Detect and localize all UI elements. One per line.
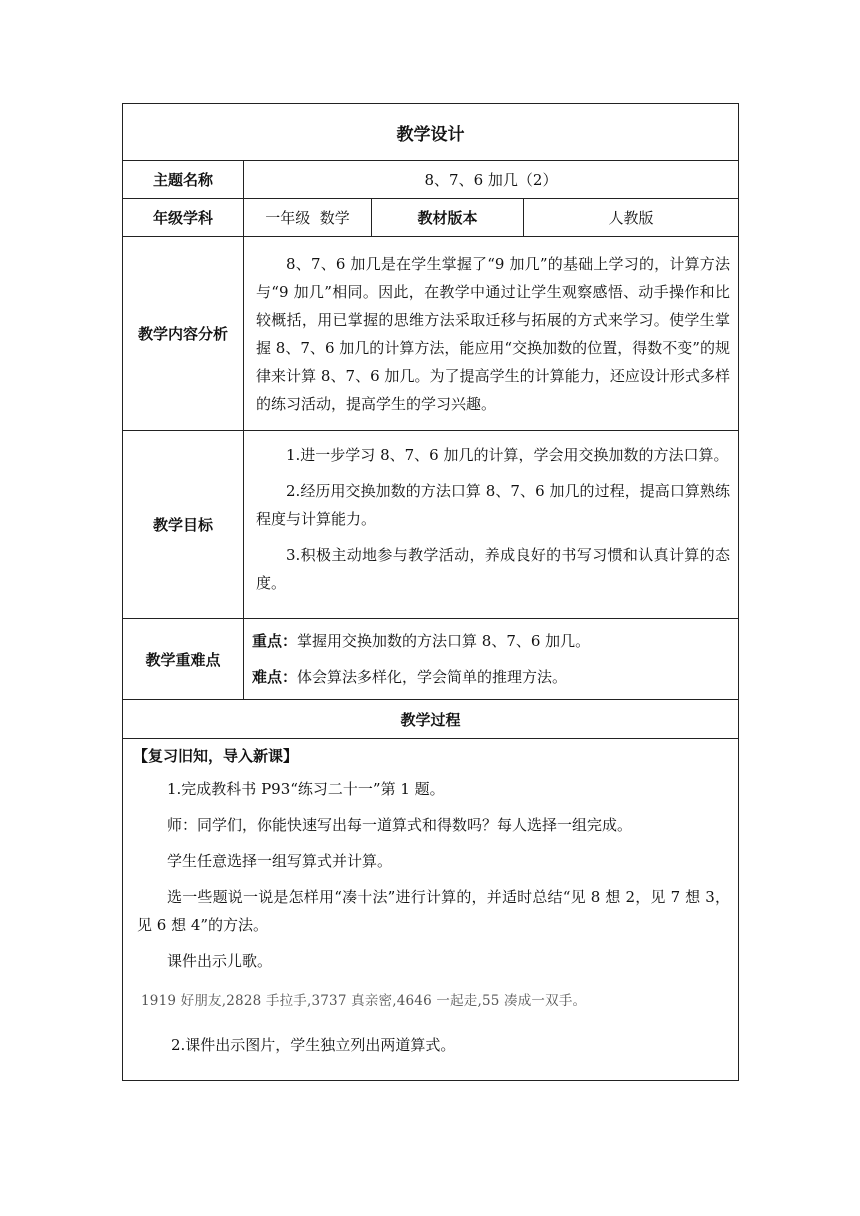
process-paragraph: 课件出示儿歌。 <box>167 952 273 970</box>
grade-value: 一年级 数学 <box>244 199 372 237</box>
edition-label: 教材版本 <box>372 199 524 237</box>
topic-label: 主题名称 <box>123 161 244 199</box>
key-point-label: 重点： <box>252 632 298 650</box>
topic-value: 8、7、6 加几（2） <box>244 161 739 199</box>
goal-item: 2.经历用交换加数的方法口算 8、7、6 加几的过程，提高口算熟练程度与计算能力。 <box>256 481 730 528</box>
goals-label: 教学目标 <box>123 431 244 619</box>
keypoints-label: 教学重难点 <box>123 619 244 700</box>
difficult-point <box>252 659 730 695</box>
document-title: 教学设计 <box>123 104 739 161</box>
process-paragraph: 选一些题说一说是怎样用“凑十法”进行计算的，并适时总结“见 8 想 2，见 7 想 3，见 6 想 4”的方法。 <box>137 888 730 934</box>
key-point <box>252 623 730 659</box>
goal-item: 1.进一步学习 8、7、6 加几的计算，学会用交换加数的方法口算。 <box>286 445 729 464</box>
process-paragraph: 学生任意选择一组写算式并计算。 <box>167 852 393 870</box>
lesson-plan-table <box>122 103 739 1081</box>
difficult-point-label: 难点： <box>252 668 298 686</box>
goal-item: 3.积极主动地参与教学活动，养成良好的书写习惯和认真计算的态度。 <box>256 545 730 592</box>
key-point-text: 掌握用交换加数的方法口算 8、7、6 加几。 <box>297 632 591 650</box>
difficult-point-text: 体会算法多样化，学会简单的推理方法。 <box>297 668 568 686</box>
analysis-text: 8、7、6 加几是在学生掌握了“9 加几”的基础上学习的，计算方法与“9 加几”相同。因此，在教学中通过让学生观察感悟、动手操作和比较概括，用已掌握的思维方法采取迁移与拓展的方式来学习。使学生掌握 8、7、6 加几的计算方法，能应用“交换加数的位置，得数不变”的规律来计算 8、7、6 加几。为了提高学生的计算能力，还应设计形式多样的练习活动，提高学生的学习兴趣。 <box>256 254 730 413</box>
nursery-rhyme-image: 1919 好朋友,2828 手拉手,3737 真亲密,4646 一起走,55 凑成一双手。 <box>141 993 587 1009</box>
section-title: 【复习旧知，导入新课】 <box>133 747 299 765</box>
process-paragraph-last: 2.课件出示图片，学生独立列出两道算式。 <box>171 1036 456 1054</box>
goals-list <box>244 431 739 619</box>
process-heading: 教学过程 <box>123 700 739 739</box>
process-paragraph: 1.完成教科书 P93“练习二十一”第 1 题。 <box>167 780 445 798</box>
edition-value: 人教版 <box>524 199 739 237</box>
analysis-label: 教学内容分析 <box>123 237 244 431</box>
process-body <box>123 739 739 1081</box>
process-paragraph: 师：同学们，你能快速写出每一道算式和得数吗？每人选择一组完成。 <box>167 816 633 834</box>
grade-label: 年级学科 <box>123 199 244 237</box>
